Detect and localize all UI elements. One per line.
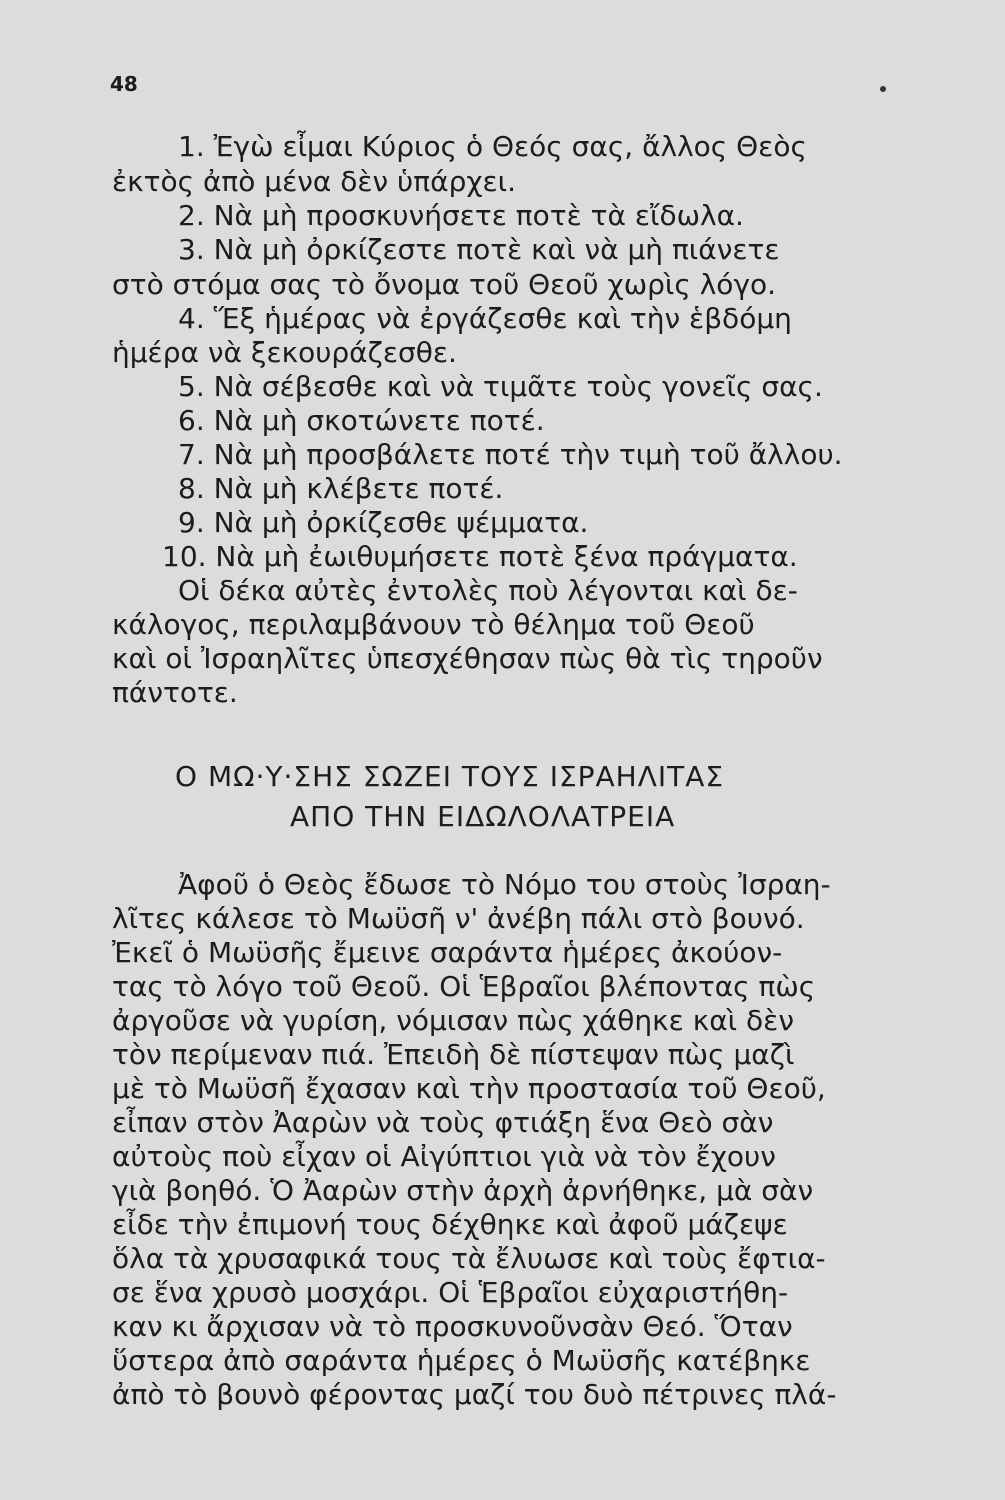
paragraph-line: σε ἕνα χρυσὸ μοσχάρι. Οἱ Ἑβραῖοι εὐχαριστήθη- xyxy=(112,1276,789,1309)
paragraph-line: καν κι ἄρχισαν νὰ τὸ προσκυνοῦνσὰν Θεό. Ὅταν xyxy=(112,1310,793,1343)
paragraph-line: ὕστερα ἀπὸ σαράντα ἡμέρες ὁ Μωϋσῆς κατέβηκε xyxy=(112,1344,811,1377)
page-number: 48 xyxy=(110,72,138,96)
commandment-line: 4. Ἕξ ἡμέρας νὰ ἐργάζεσθε καὶ τὴν ἑβδόμη xyxy=(178,302,792,335)
commandment-line: 6. Νὰ μὴ σκοτώνετε ποτέ. xyxy=(178,404,545,437)
commandment-line: 9. Νὰ μὴ ὀρκίζεσθε ψέμματα. xyxy=(178,506,589,539)
section-heading: Ο ΜΩ·Υ·ΣΗΣ ΣΩΖΕΙ ΤΟΥΣ ΙΣΡΑΗΛΙΤΑΣ xyxy=(175,760,725,793)
paragraph-line: πάντοτε. xyxy=(112,676,238,709)
paragraph-line: τας τὸ λόγο τοῦ Θεοῦ. Οἱ Ἑβραῖοι βλέποντας πὼς xyxy=(112,970,816,1003)
paragraph-line: Ἐκεῖ ὁ Μωϋσῆς ἔμεινε σαράντα ἡμέρες ἀκούον- xyxy=(112,936,783,969)
commandment-line: ἐκτὸς ἀπὸ μένα δὲν ὑπάρχει. xyxy=(112,165,517,198)
commandment-line: 8. Νὰ μὴ κλέβετε ποτέ. xyxy=(178,472,504,505)
section-subheading: ΑΠΟ ΤΗΝ ΕΙΔΩΛΟΛΑΤΡΕΙΑ xyxy=(290,800,676,833)
ink-dot xyxy=(880,86,886,92)
paragraph-line: γιὰ βοηθό. Ὁ Ἀαρὼν στὴν ἀρχὴ ἀρνήθηκε, μὰ σὰν xyxy=(112,1174,814,1207)
commandment-line: 7. Νὰ μὴ προσβάλετε ποτέ τὴν τιμὴ τοῦ ἄλλου. xyxy=(178,438,843,471)
commandment-line: στὸ στόμα σας τὸ ὄνομα τοῦ Θεοῦ χωρὶς λόγο. xyxy=(112,268,777,301)
paragraph-line: κάλογος, περιλαμβάνουν τὸ θέλημα τοῦ Θεοῦ xyxy=(112,608,755,641)
commandment-line: 10. Νὰ μὴ ἐωιθυμήσετε ποτὲ ξένα πράγματα. xyxy=(162,540,798,573)
paragraph-line: μὲ τὸ Μωϋσῆ ἔχασαν καὶ τὴν προστασία τοῦ Θεοῦ, xyxy=(112,1072,826,1105)
paragraph-line: Οἱ δέκα αὐτὲς ἐντολὲς ποὺ λέγονται καὶ δε- xyxy=(178,574,798,607)
commandment-line: 5. Νὰ σέβεσθε καὶ νὰ τιμᾶτε τοὺς γονεῖς σας. xyxy=(178,370,823,403)
paragraph-line: ἀπὸ τὸ βουνὸ φέροντας μαζί του δυὸ πέτρινες πλά- xyxy=(112,1378,837,1411)
paragraph-line: ὅλα τὰ χρυσαφικά τους τὰ ἔλυωσε καὶ τοὺς ἔφτια- xyxy=(112,1242,826,1275)
commandment-line: 3. Νὰ μὴ ὀρκίζεστε ποτὲ καὶ νὰ μὴ πιάνετε xyxy=(178,233,780,266)
paragraph-line: εἶπαν στὸν Ἀαρὼν νὰ τοὺς φτιάξη ἕνα Θεὸ σὰν xyxy=(112,1106,774,1139)
paragraph-line: τὸν περίμεναν πιά. Ἐπειδὴ δὲ πίστεψαν πὼς μαζὶ xyxy=(112,1038,795,1071)
paragraph-line: εἶδε τὴν ἐπιμονή τους δέχθηκε καὶ ἀφοῦ μάζεψε xyxy=(112,1208,788,1241)
paragraph-line: Ἀφοῦ ὁ Θεὸς ἔδωσε τὸ Νόμο του στοὺς Ἰσραη- xyxy=(178,868,831,901)
commandment-line: 1. Ἐγὼ εἶμαι Κύριος ὁ Θεός σας, ἄλλος Θεὸς xyxy=(178,130,807,163)
paragraph-line: ἀργοῦσε νὰ γυρίση, νόμισαν πὼς χάθηκε καὶ δὲν xyxy=(112,1004,794,1037)
paragraph-line: αὐτοὺς ποὺ εἶχαν οἱ Αἰγύπτιοι γιὰ νὰ τὸν ἔχουν xyxy=(112,1140,776,1173)
paragraph-line: λῖτες κάλεσε τὸ Μωϋσῆ ν' ἀνέβη πάλι στὸ βουνό. xyxy=(112,902,805,935)
paragraph-line: καὶ οἱ Ἰσραηλῖτες ὑπεσχέθησαν πὼς θὰ τὶς τηροῦν xyxy=(112,642,823,675)
commandment-line: ἡμέρα νὰ ξεκουράζεσθε. xyxy=(112,336,457,369)
commandment-line: 2. Νὰ μὴ προσκυνήσετε ποτὲ τὰ εἴδωλα. xyxy=(178,199,744,232)
